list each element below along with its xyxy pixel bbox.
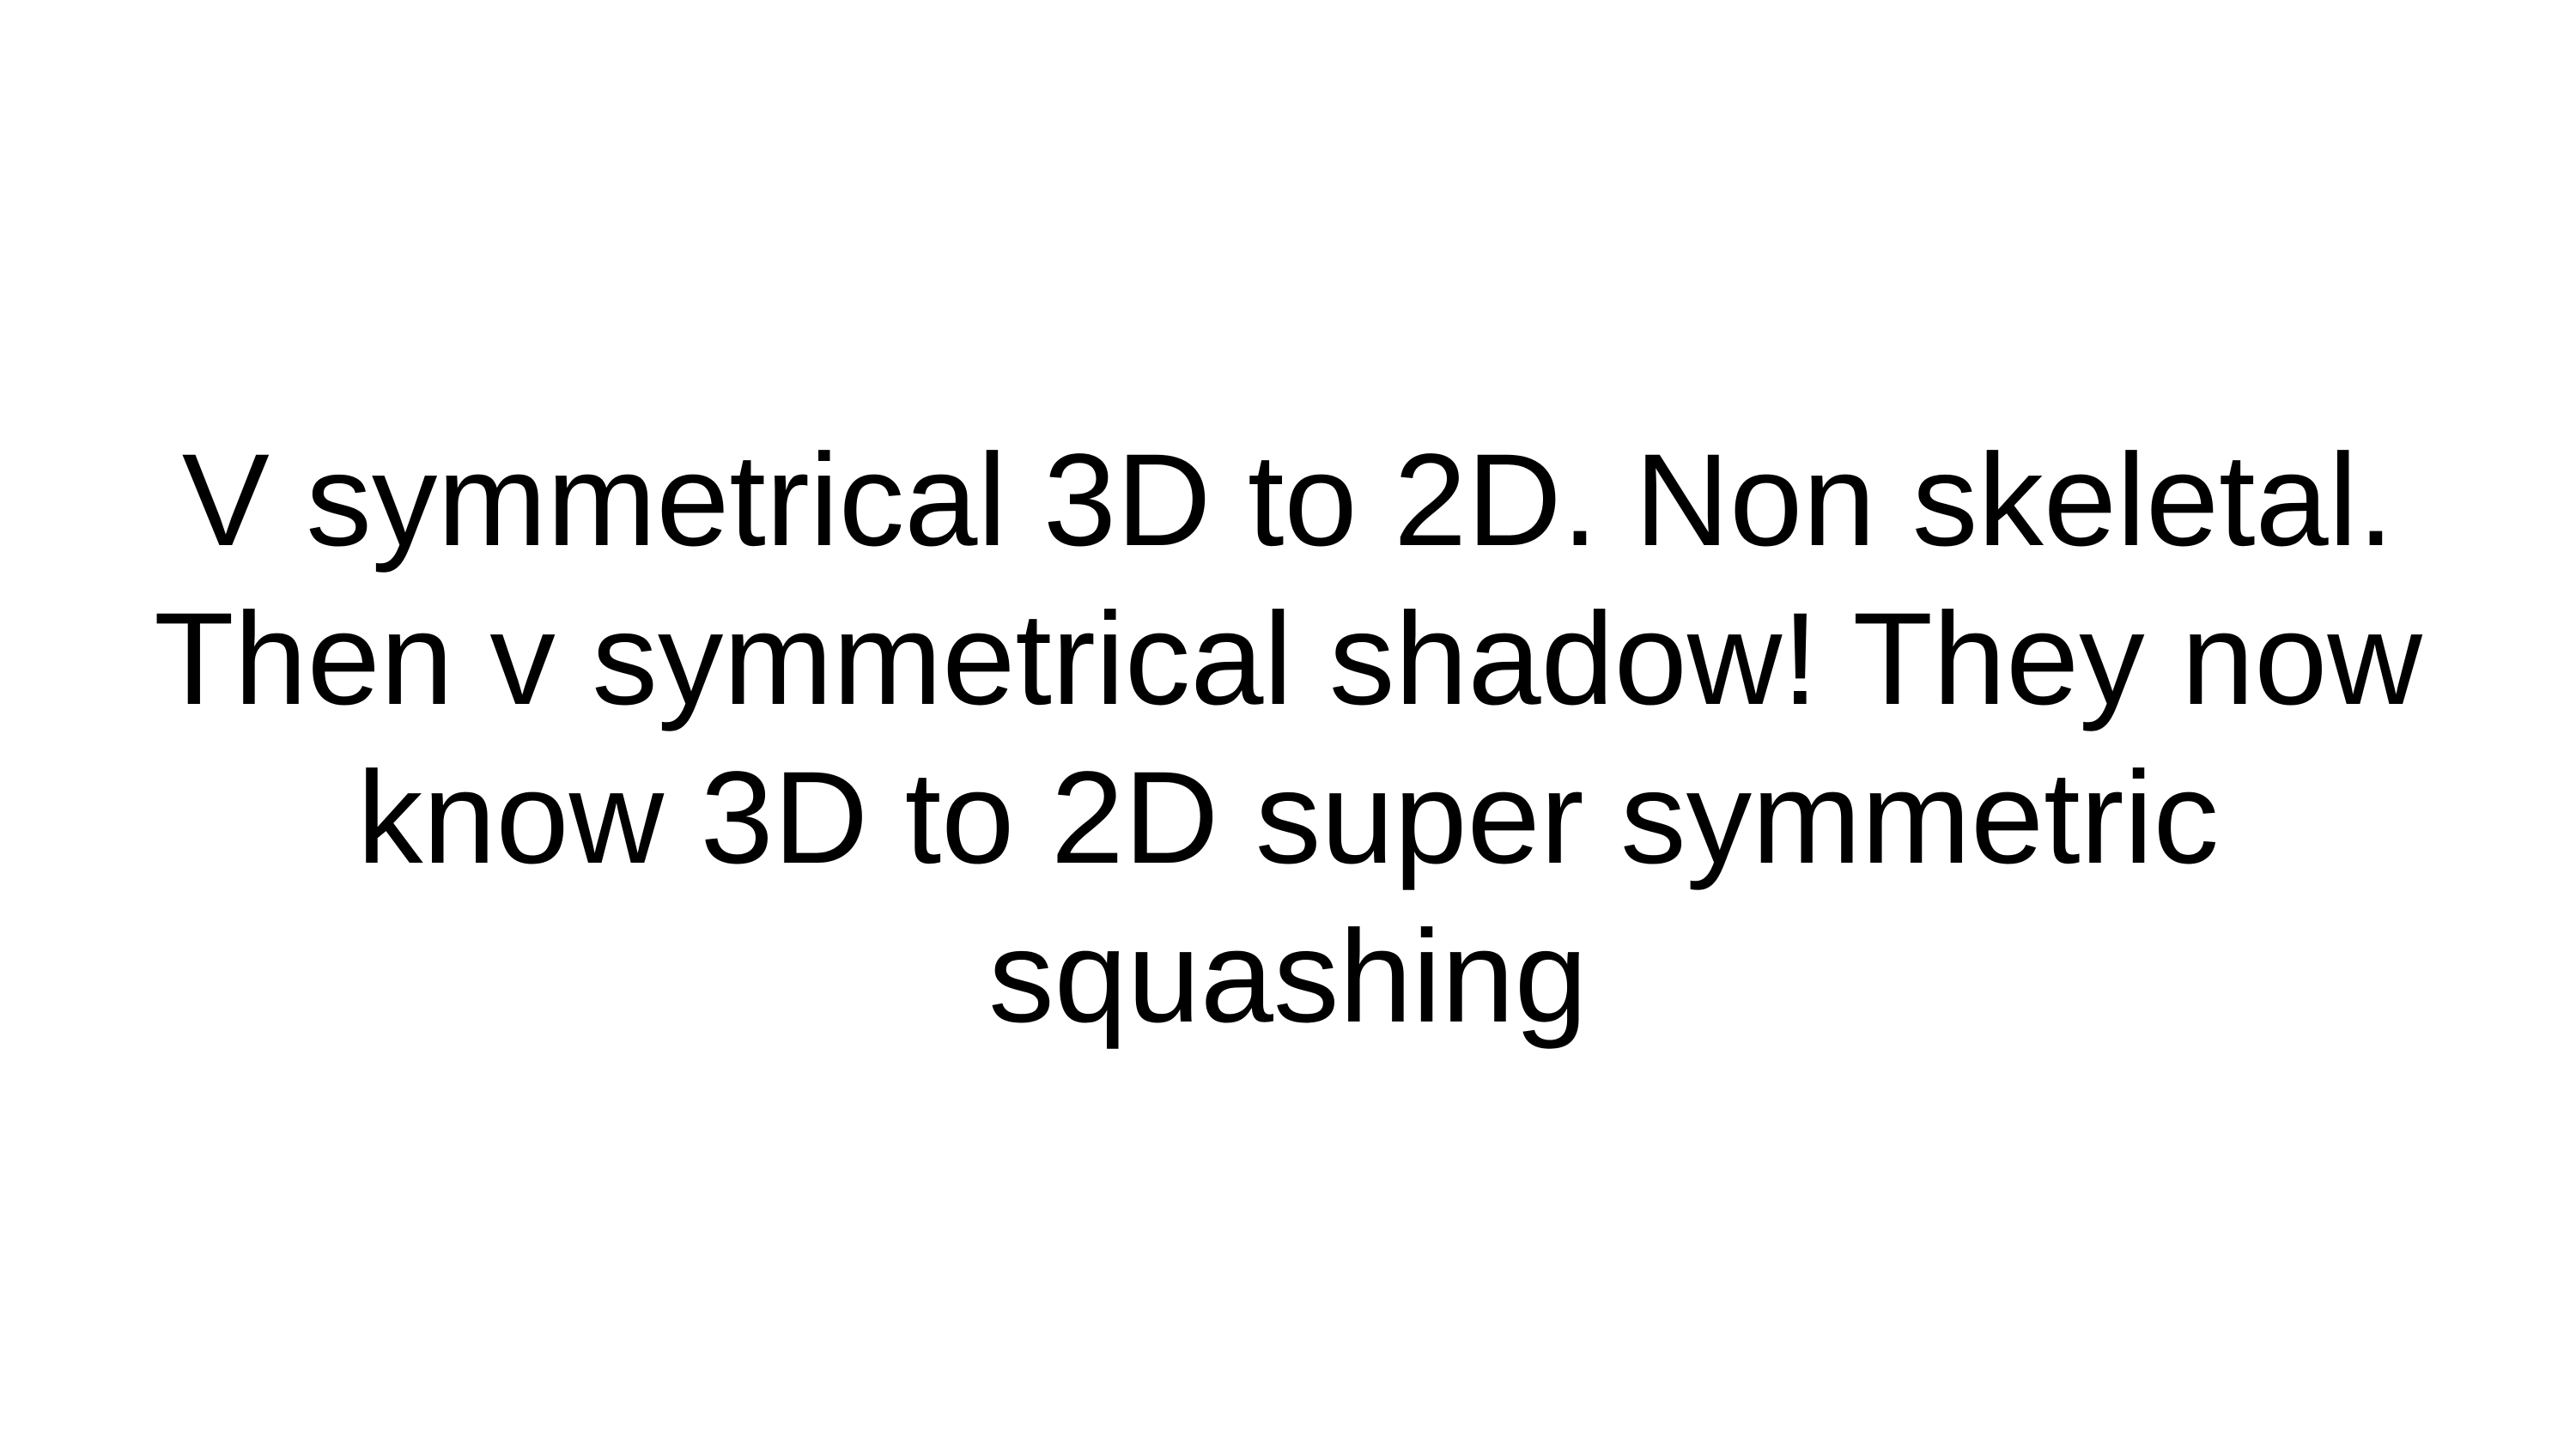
text-line-4: squashing [988, 903, 1588, 1050]
slide-body-text [0, 421, 2576, 1056]
text-line-1: V symmetrical 3D to 2D. Non skeletal. [181, 427, 2395, 573]
text-line-3: know 3D to 2D super symmetric [356, 744, 2220, 891]
text-line-2: Then v symmetrical shadow! They now [154, 585, 2422, 732]
